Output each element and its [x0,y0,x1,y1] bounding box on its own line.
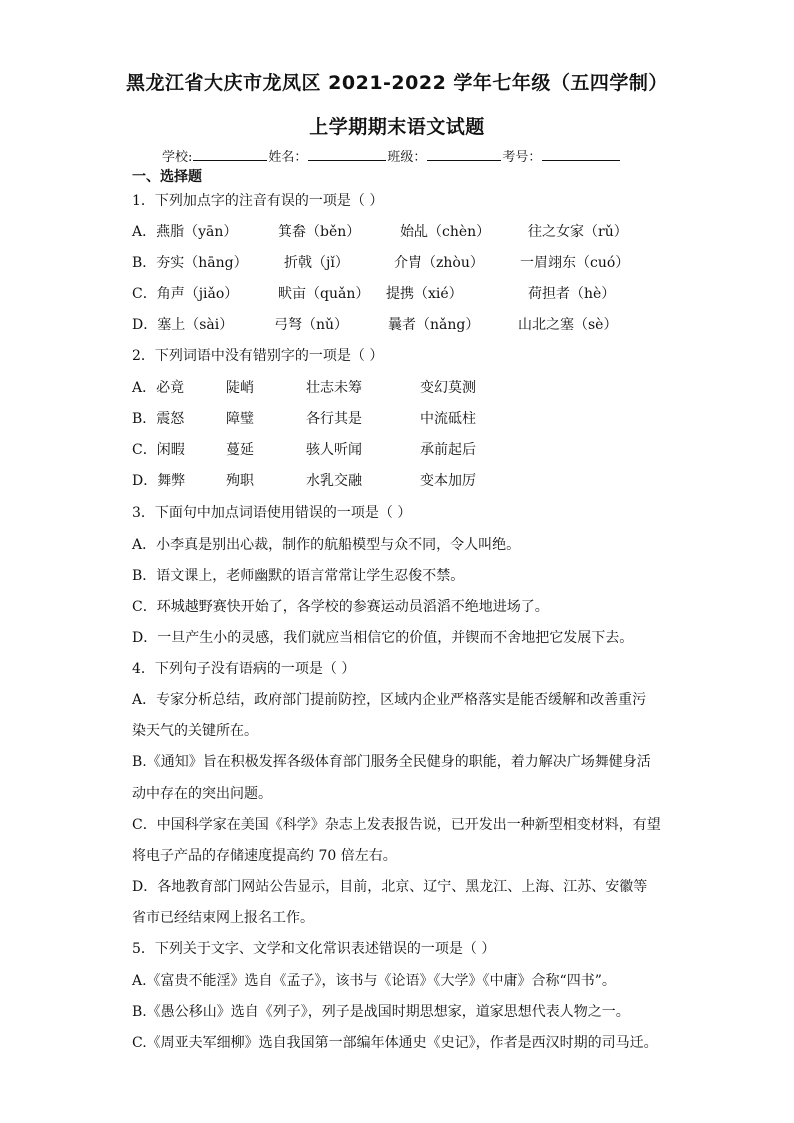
q4-line-7: D．各地教育部门网站公告显示，目前，北京、辽宁、黑龙江、上海、江苏、安徽等 [132,879,648,895]
q1-option-b-4: 一眉翊东（cuó） [520,255,630,271]
q1-option-d-3: 曩者（nǎng） [388,317,480,333]
exam-title-line1: 黑龙江省大庆市龙凤区 2021-2022 学年七年级（五四学制） [126,72,668,94]
q4-line-8: 省市已经结束网上报名工作。 [132,910,314,926]
q2-stem: 2．下列词语中没有错别字的一项是（ ） [132,348,384,364]
q5-option-c: C.《周亚夫军细柳》选自我国第一部编年体通史《史记》，作者是西汉时期的司马迁。 [132,1035,658,1051]
number-blank[interactable] [542,146,620,161]
number-label: 考号： [502,150,542,165]
q1-option-d-4: 山北之塞（sè） [518,317,618,333]
q3-option-d: D．一旦产生小的灵感，我们就应当相信它的价值，并锲而不舍地把它发展下去。 [132,630,634,646]
q2-option-a-1: A．必竟 [132,380,185,396]
name-label: 姓名： [268,150,308,165]
q4-line-2: 染天气的关键所在。 [132,723,258,739]
q2-option-a-4: 变幻莫测 [420,380,476,396]
q2-option-a-2: 陡峭 [226,380,254,396]
q2-option-b-1: B．震怒 [132,411,185,427]
q2-option-b-4: 中流砥柱 [420,411,476,427]
q1-option-b-2: 折戟（jǐ） [284,255,349,271]
q2-option-c-4: 承前起后 [420,442,476,458]
q4-line-3: B.《通知》旨在积极发挥各级体育部门服务全民健身的职能，着力解决广场舞健身活 [132,754,651,770]
q4-line-1: A．专家分析总结，政府部门提前防控，区域内企业严格落实是能否缓解和改善重污 [132,692,647,708]
q4-line-6: 将电子产品的存储速度提高约 70 倍左右。 [132,848,397,864]
q3-option-a: A．小李真是别出心裁，制作的航船模型与众不同，令人叫绝。 [132,537,521,553]
name-blank[interactable] [308,146,386,161]
q1-option-a-4: 往之女家（rǔ） [528,224,628,240]
exam-title-line2: 上学期期末语文试题 [309,116,485,138]
q2-option-d-1: D．舞弊 [132,473,186,489]
q1-option-b-3: 介胄（zhòu） [394,255,484,271]
q2-option-c-3: 骇人听闻 [306,442,362,458]
q2-option-c-2: 蔓延 [226,442,254,458]
q3-option-b: B．语文课上，老师幽默的语言常常让学生忍俊不禁。 [132,568,465,584]
q3-stem: 3．下面句中加点词语使用错误的一项是（ ） [132,505,412,521]
q4-stem: 4．下列句子没有语病的一项是（ ） [132,661,356,677]
q1-option-b-1: B．夯实（hāng） [132,255,248,271]
section-heading: 一、选择题 [132,169,202,185]
q1-option-d-2: 弓弩（nǔ） [274,317,349,333]
q2-option-b-3: 各行其是 [306,411,362,427]
q2-option-d-4: 变本加厉 [420,473,476,489]
q4-line-5: C．中国科学家在美国《科学》杂志上发表报告说，已开发出一种新型相变材料，有望 [132,817,661,833]
q2-option-d-3: 水乳交融 [306,473,362,489]
student-info-row [162,146,621,165]
class-label: 班级： [387,150,427,165]
q4-line-4: 动中存在的突出问题。 [132,786,272,802]
school-label: 学校: [162,150,193,165]
q2-option-a-3: 壮志未筹 [306,380,362,396]
school-blank[interactable] [193,146,267,161]
q1-stem: 1．下列加点字的注音有误的一项是（ ） [132,193,384,209]
q2-option-d-2: 殉职 [226,473,254,489]
q3-option-c: C．环城越野赛快开始了，各学校的参赛运动员滔滔不绝地进场了。 [132,599,549,615]
q1-option-a-3: 始乩（chèn） [400,224,491,240]
q1-option-c-1: C．角声（jiǎo） [132,286,239,302]
q1-option-d-1: D．塞上（sài） [132,317,234,333]
q1-option-c-2: 畎亩（quǎn） [278,286,370,302]
q5-stem: 5．下列关于文字、文学和文化常识表述错误的一项是（ ） [132,941,496,957]
q5-option-b: B.《愚公移山》选自《列子》，列子是战国时期思想家，道家思想代表人物之一。 [132,1004,630,1020]
q1-option-c-3: 提携（xié） [386,286,463,302]
q1-option-c-4: 荷担者（hè） [528,286,616,302]
q1-option-a-1: A．燕脂（yān） [132,224,238,240]
q5-option-a: A.《富贵不能淫》选自《孟子》，该书与《论语》《大学》《中庸》合称“四书”。 [132,973,616,989]
class-blank[interactable] [427,146,501,161]
q1-option-a-2: 箕畚（běn） [278,224,361,240]
q2-option-b-2: 障璧 [226,411,254,427]
q2-option-c-1: C．闲暇 [132,442,185,458]
